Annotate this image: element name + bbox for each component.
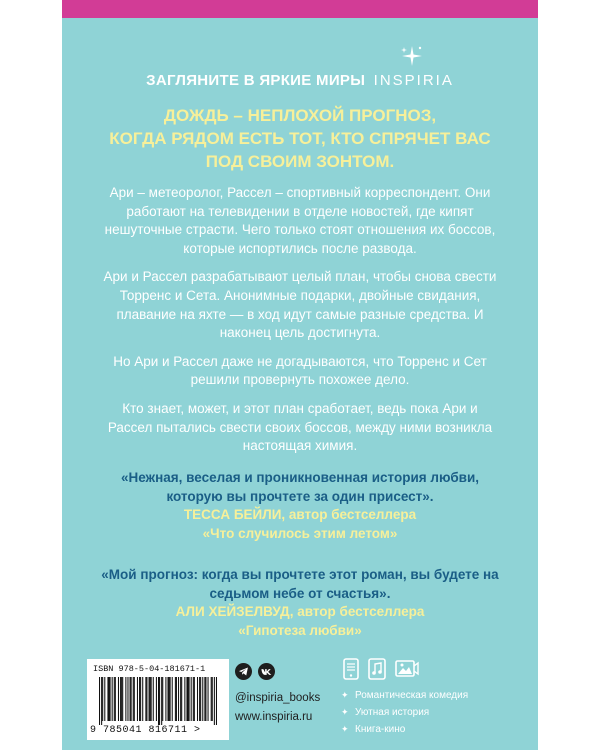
book-description [102,184,498,466]
list-item [341,704,531,721]
social-handle[interactable]: @inspiria_books [235,692,321,704]
barcode-bar [121,677,122,721]
quote-author-role: , автор бестселлера [289,604,425,619]
barcode-bar [158,677,159,725]
tagline-line: КОГДА РЯДОМ ЕСТЬ ТОТ, КТО СПРЯЧЕТ ВАС [109,129,491,148]
barcode-bar [194,677,195,721]
barcode-bar [165,677,166,721]
tagline-line: ПОД СВОИМ ЗОНТОМ. [205,152,395,171]
barcode-bar [161,677,162,725]
barcode-bar [146,677,147,721]
quote-author: ТЕССА БЕЙЛИ [183,507,282,522]
barcode-bar [101,677,102,725]
barcode-bar [170,677,171,721]
barcode-bar [178,677,179,721]
barcode-bar [125,677,126,721]
quote-book-title: «Что случилось этим летом» [202,525,398,541]
barcode-bar [197,677,198,721]
genre-list [341,687,531,738]
barcode-bar [115,677,116,721]
barcode-bar [208,677,209,721]
quote-text: «Нежная, веселая и проникновенная история любви, которую вы прочтете за один присест». [120,470,480,504]
review-quote [92,566,508,640]
list-item [341,721,531,738]
barcode-bar [167,677,168,721]
barcode-bar [162,677,163,721]
sparkle-icon [400,44,424,68]
barcode-bar [104,677,105,721]
barcode-bar [112,677,113,721]
top-color-band [62,0,538,18]
barcode-bar [107,677,108,721]
barcode-bar [140,677,141,721]
barcode-bar [199,677,200,721]
barcode-bar [189,677,190,721]
barcode-bar [211,677,212,721]
ebook-icon [343,658,359,680]
barcode-bar [176,677,177,721]
vk-icon[interactable] [258,663,275,680]
format-icons [343,658,428,682]
website-link[interactable]: www.inspiria.ru [235,711,313,723]
review-quote [92,469,508,543]
barcode-bar [156,677,157,721]
barcode-bar [114,677,115,721]
description-paragraph: Но Ари и Рассел даже не догадываются, что Торренс и Сет решили провернуть похожее дело. [113,353,487,388]
barcode-digits: 9 785041 816711 > [90,725,201,736]
tagline [62,104,538,173]
barcode-bar [214,677,215,725]
barcode-bar [150,677,151,721]
barcode-bar [204,677,205,721]
barcode-bar [134,677,135,721]
barcode-bar [172,677,173,721]
barcode-bar [153,677,154,721]
barcode-bar [120,677,121,721]
barcode-bar [212,677,213,721]
quote-author-role: , автор бестселлера [281,507,417,522]
genre-label: Книга-кино [355,724,406,735]
quote-attribution [92,603,508,622]
quote-author: АЛИ ХЕЙЗЕЛВУД [175,604,290,619]
barcode-block [87,659,229,740]
barcode-bar [102,677,103,721]
barcode-bar [151,677,152,721]
quote-book-title: «Гипотеза любви» [238,622,362,638]
social-links [235,663,345,723]
barcode-bar [186,677,187,721]
barcode-bar [184,677,185,721]
star-icon: ✦ [341,690,349,700]
barcode-bar [149,677,150,721]
barcode-image [99,677,217,725]
star-icon: ✦ [341,707,349,717]
star-icon: ✦ [341,724,349,734]
film-icon [395,658,419,680]
barcode-bar [122,677,123,721]
quote-text: «Мой прогноз: когда вы прочтете этот роман, вы будете на седьмом небе от счастья». [101,567,499,601]
barcode-bar [145,677,146,721]
barcode-bar [205,677,206,721]
barcode-bar [127,677,128,721]
barcode-bar [142,677,143,721]
barcode-bar [139,677,140,721]
barcode-bar [191,677,192,721]
barcode-bar [118,677,119,721]
cover-footer [62,650,538,750]
barcode-bar [99,677,100,725]
barcode-bar [188,677,189,721]
tagline-line: ДОЖДЬ – НЕПЛОХОЙ ПРОГНОЗ, [163,106,437,125]
series-header [62,72,538,89]
publisher-brand: INSPIRIA [373,72,454,89]
barcode-bar [169,677,170,721]
barcode-bar [137,677,138,721]
barcode-bar [110,677,111,721]
barcode-bar [200,677,201,721]
genre-label: Романтическая комедия [355,690,469,701]
barcode-bar [133,677,134,721]
barcode-bar [159,677,160,725]
description-paragraph: Ари и Рассел разрабатывают целый план, чтобы снова свести Торренс и Сета. Анонимные подарки, двойные свидания, плавание на яхте — в ход идут самые разные средства. И наконец цель достигнута. [103,269,497,341]
barcode-bar [216,677,217,725]
list-item [341,687,531,704]
barcode-bar [175,677,176,721]
barcode-bar [131,677,132,721]
series-intro: ЗАГЛЯНИТЕ В ЯРКИЕ МИРЫ [146,72,366,89]
barcode-bar [202,677,203,721]
description-paragraph: Кто знает, может, и этот план сработает, ведь пока Ари и Рассел пытались свести своих боссов, между ними возникла настоящая химия. [107,400,493,454]
audiobook-icon [368,658,386,680]
isbn-number: ISBN 978-5-04-181671-1 [93,664,206,674]
barcode-bar [180,677,181,721]
barcode-bar [130,677,131,721]
genre-label: Уютная история [355,707,430,718]
quote-attribution [92,506,508,525]
barcode-bar [108,677,109,721]
description-paragraph: Ари – метеоролог, Рассел – спортивный корреспондент. Они работают на телевидении в отделе новостей, где кипят нешуточные страсти. Чего только стоят отношения их боссов, которые испортились после развода. [104,185,496,256]
book-back-cover [62,0,538,750]
barcode-bar [181,677,182,721]
telegram-icon[interactable] [235,663,252,680]
barcode-bar [193,677,194,721]
